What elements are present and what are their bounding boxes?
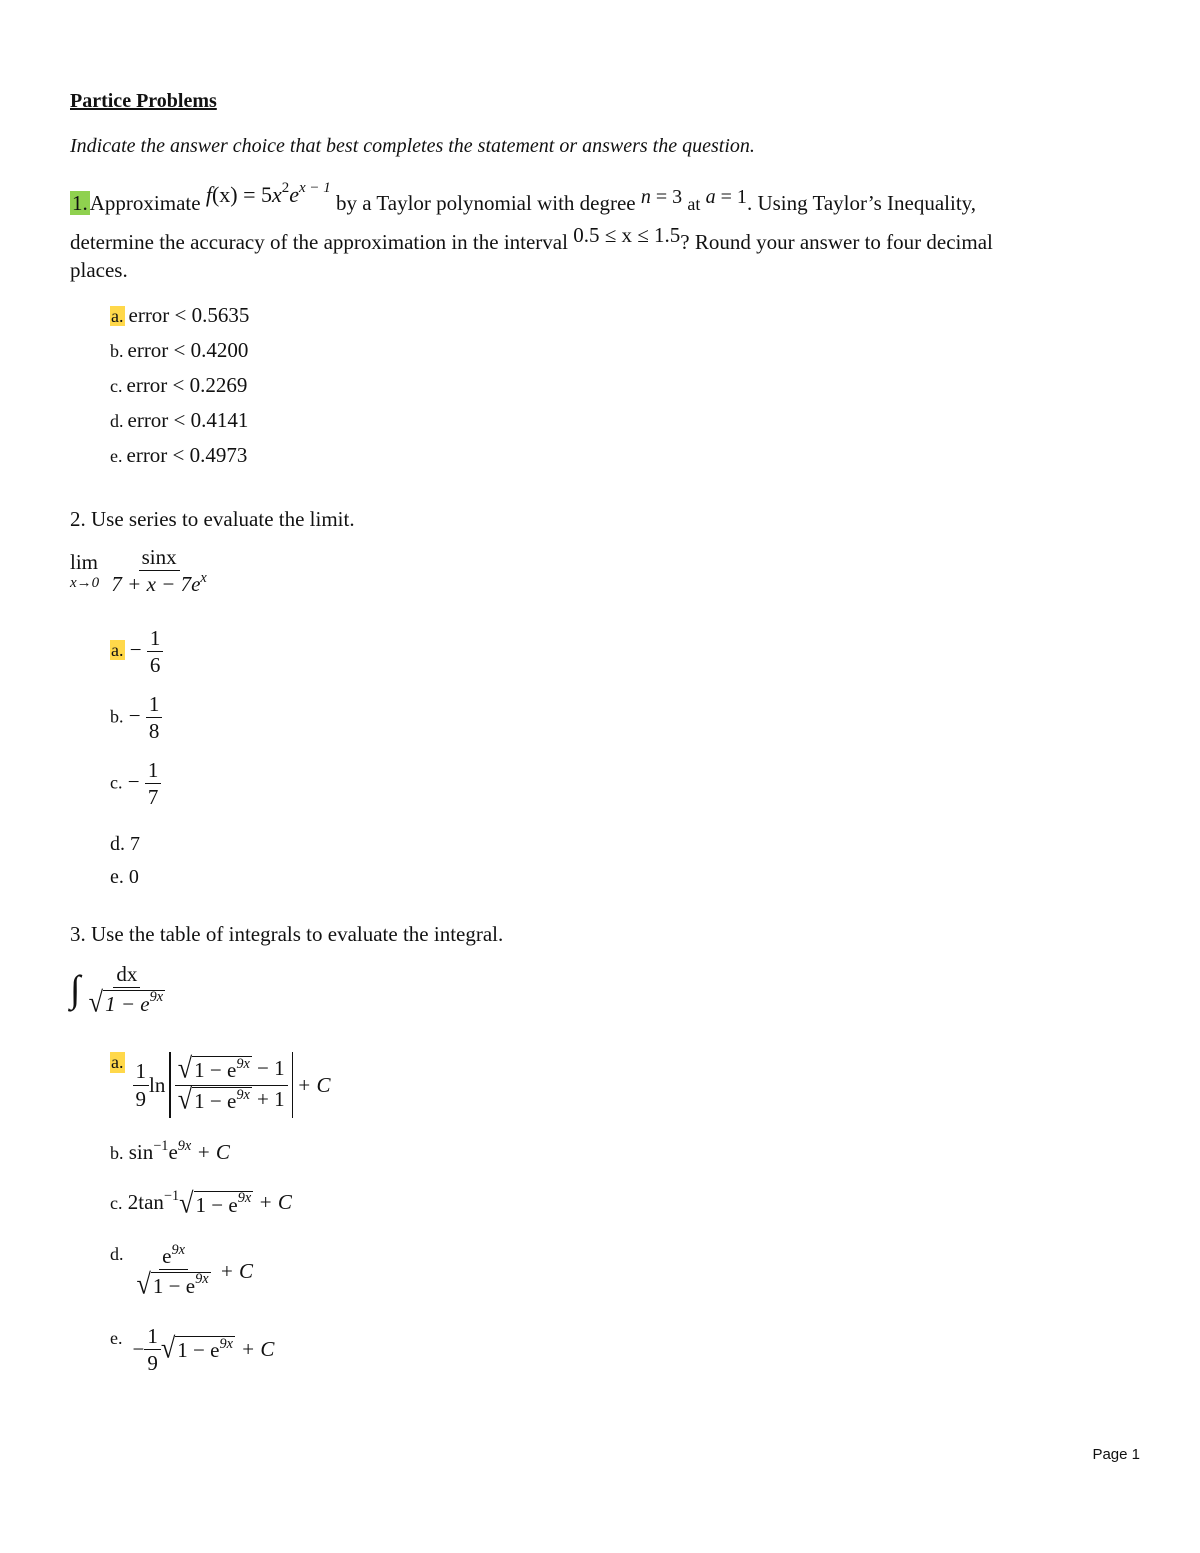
q1-func-var: x bbox=[272, 182, 282, 207]
frac-den bbox=[175, 1083, 288, 1116]
option-text: 7 bbox=[130, 833, 140, 855]
q1-option-b[interactable] bbox=[110, 338, 248, 363]
option-label: a. bbox=[111, 306, 124, 326]
question-1-number: 1. bbox=[72, 191, 88, 215]
q3-option-d[interactable] bbox=[110, 1241, 253, 1301]
q3-den-base: 1 − e bbox=[105, 991, 150, 1016]
e-exp: 9x bbox=[177, 1137, 192, 1154]
q3-den-exp: 9x bbox=[149, 989, 164, 1006]
q1-func-name: f bbox=[205, 182, 212, 207]
q1-option-e[interactable] bbox=[110, 443, 247, 468]
q1-text-using: . Using Taylor’s Inequality, bbox=[746, 191, 977, 215]
abs-bar-right bbox=[292, 1052, 293, 1118]
q2-limit-expression bbox=[70, 545, 210, 596]
q3-option-c[interactable] bbox=[110, 1187, 292, 1219]
sqrt-icon: √ $1 - e^{9x}$ bbox=[179, 1187, 252, 1219]
sqrt-text: 1 − e bbox=[194, 1058, 237, 1083]
option-fraction bbox=[147, 626, 164, 677]
q1-option-a[interactable] bbox=[110, 303, 249, 328]
option-label: c. bbox=[110, 1193, 123, 1213]
q1-func-eq: = 5 bbox=[243, 182, 273, 207]
q1-func-exp1: 2 bbox=[281, 180, 290, 197]
option-coef bbox=[144, 1324, 161, 1375]
sqrt-text: 1 − e bbox=[194, 1089, 237, 1114]
option-fraction bbox=[175, 1052, 288, 1116]
option-coef bbox=[133, 1059, 150, 1110]
q1-function bbox=[206, 182, 331, 207]
q3-option-a[interactable] bbox=[110, 1052, 330, 1118]
frac-num bbox=[175, 1052, 288, 1086]
option-label: d. bbox=[110, 833, 125, 855]
q3-denominator bbox=[86, 988, 168, 1017]
option-text: error < 0.2269 bbox=[126, 373, 248, 397]
func-sup: −1 bbox=[153, 1137, 169, 1154]
q2-option-b[interactable] bbox=[110, 692, 162, 743]
sqrt-icon: √ $1 - e^{9x}$ bbox=[88, 986, 164, 1019]
frac-num: 1 bbox=[133, 1059, 150, 1085]
frac-den: 9 bbox=[147, 1351, 158, 1376]
q1-func-args: (x) bbox=[211, 182, 238, 207]
q3-option-b[interactable] bbox=[110, 1137, 230, 1165]
num-e: e bbox=[162, 1244, 172, 1268]
option-label: e. bbox=[110, 446, 123, 466]
option-sign: − bbox=[132, 1337, 145, 1362]
q1-n-eq: = 3 bbox=[655, 186, 683, 208]
q1-a-var: a bbox=[705, 186, 716, 208]
num-exp: 9x bbox=[171, 1241, 185, 1258]
option-text: error < 0.4141 bbox=[127, 408, 249, 432]
option-sign: − bbox=[129, 637, 142, 662]
q3-fraction bbox=[86, 962, 168, 1017]
q1-degree bbox=[641, 186, 682, 208]
integral-sign-icon: ∫ bbox=[70, 968, 81, 1011]
q2-lim-sub: x→0 bbox=[70, 574, 100, 591]
q1-text: Approximate bbox=[89, 191, 201, 215]
option-label: c. bbox=[110, 772, 123, 793]
q2-option-a[interactable] bbox=[110, 626, 163, 677]
sqrt-exp: 9x bbox=[237, 1190, 252, 1207]
frac-num bbox=[159, 1241, 188, 1270]
frac-num: 1 bbox=[144, 1324, 161, 1350]
q1-func-e: e bbox=[289, 182, 300, 207]
option-sign: − bbox=[127, 769, 140, 794]
sqrt-icon: √ $1 - e^{9x}$ bbox=[177, 1083, 250, 1116]
sqrt-exp: 9x bbox=[236, 1055, 250, 1072]
q2-option-d[interactable] bbox=[110, 833, 140, 856]
question-1-line-3: places. bbox=[70, 258, 128, 282]
option-text: error < 0.4200 bbox=[127, 338, 249, 362]
option-text: 0 bbox=[128, 866, 139, 888]
option-label: b. bbox=[110, 706, 124, 727]
q1-func-exp2: x − 1 bbox=[299, 180, 331, 197]
q3-numerator: dx bbox=[113, 962, 140, 988]
option-text: error < 0.4973 bbox=[126, 443, 248, 467]
q1-text-round: ? Round your answer to four decimal bbox=[680, 230, 993, 254]
plus-c: + C bbox=[297, 1072, 331, 1097]
sqrt-icon: √ $1 - e^{9x}$ bbox=[136, 1268, 209, 1301]
question-1-line-2 bbox=[70, 223, 993, 255]
ln-text: ln bbox=[149, 1072, 166, 1097]
q2-option-c[interactable] bbox=[110, 758, 161, 809]
option-label: b. bbox=[110, 341, 124, 361]
option-fraction bbox=[145, 758, 162, 809]
q1-a-eq: = 1 bbox=[720, 186, 747, 208]
question-2-prompt: 2. Use series to evaluate the limit. bbox=[70, 507, 355, 531]
q1-text-at: at bbox=[687, 194, 701, 214]
q3-integral-expression bbox=[70, 962, 168, 1017]
q1-center bbox=[706, 186, 747, 208]
func-text: sin bbox=[128, 1140, 154, 1164]
option-text: error < 0.5635 bbox=[128, 303, 250, 327]
question-1-line-1 bbox=[70, 180, 977, 216]
page-title: Partice Problems bbox=[70, 90, 217, 112]
sqrt-exp: 9x bbox=[195, 1271, 209, 1288]
sqrt-exp: 9x bbox=[236, 1086, 250, 1103]
option-fraction bbox=[146, 692, 163, 743]
frac-den: 6 bbox=[149, 653, 161, 678]
q1-interval: 0.5 ≤ x ≤ 1.5 bbox=[573, 223, 681, 247]
q2-fraction bbox=[108, 545, 209, 596]
option-label: e. bbox=[110, 1328, 123, 1348]
q2-lim bbox=[70, 550, 99, 592]
option-label: a. bbox=[111, 640, 124, 661]
q2-denominator bbox=[108, 571, 209, 596]
func-text: 2tan bbox=[127, 1190, 164, 1214]
option-fraction bbox=[134, 1241, 214, 1301]
q1-option-c[interactable] bbox=[110, 373, 247, 398]
func-sup: −1 bbox=[163, 1187, 180, 1204]
sqrt-text: 1 − e bbox=[177, 1338, 220, 1363]
frac-den: 8 bbox=[148, 719, 160, 744]
plus-c: + C bbox=[219, 1258, 253, 1283]
option-sign: − bbox=[128, 703, 141, 728]
sqrt-icon: √ $1 - e^{9x}$ bbox=[177, 1052, 250, 1085]
plus-c: + C bbox=[258, 1190, 292, 1214]
q1-text-by: by a Taylor polynomial with degree bbox=[335, 191, 636, 215]
q2-den-text: 7 + x − 7e bbox=[111, 572, 201, 597]
frac-num: 1 bbox=[146, 692, 163, 718]
abs-bar-left bbox=[169, 1052, 170, 1118]
e-text: e bbox=[168, 1140, 178, 1164]
plus-c: + C bbox=[196, 1140, 230, 1164]
q3-option-e[interactable] bbox=[110, 1324, 274, 1375]
num-tail: − 1 bbox=[257, 1055, 285, 1080]
den-tail: + 1 bbox=[257, 1086, 285, 1111]
option-label: e. bbox=[110, 866, 124, 888]
sqrt-text: 1 − e bbox=[152, 1273, 196, 1298]
option-label: c. bbox=[110, 376, 123, 396]
frac-num: 1 bbox=[147, 626, 164, 652]
frac-den: 9 bbox=[135, 1086, 146, 1111]
plus-c: + C bbox=[240, 1337, 275, 1362]
q2-den-exp: x bbox=[200, 569, 207, 586]
question-3-prompt: 3. Use the table of integrals to evaluate the integral. bbox=[70, 922, 504, 946]
q1-text-line2: determine the accuracy of the approximation in the interval bbox=[70, 230, 568, 254]
sqrt-icon: √ $1 - e^{9x}$ bbox=[160, 1332, 233, 1365]
sqrt-text: 1 − e bbox=[195, 1192, 238, 1217]
q2-numerator: sinx bbox=[139, 545, 180, 571]
frac-den bbox=[134, 1270, 214, 1299]
option-label: d. bbox=[110, 411, 124, 431]
page-number: Page 1 bbox=[1092, 1446, 1140, 1463]
option-label: a. bbox=[111, 1052, 124, 1072]
q2-option-e[interactable] bbox=[110, 866, 139, 889]
q1-option-d[interactable] bbox=[110, 408, 248, 433]
option-label: b. bbox=[110, 1143, 124, 1163]
frac-den: 7 bbox=[147, 785, 159, 810]
q1-n-var: n bbox=[640, 186, 651, 208]
q2-lim-text: lim bbox=[70, 549, 99, 574]
instructions: Indicate the answer choice that best completes the statement or answers the question. bbox=[70, 135, 755, 157]
frac-num: 1 bbox=[145, 758, 162, 784]
option-label: d. bbox=[110, 1244, 124, 1264]
sqrt-exp: 9x bbox=[219, 1335, 233, 1352]
